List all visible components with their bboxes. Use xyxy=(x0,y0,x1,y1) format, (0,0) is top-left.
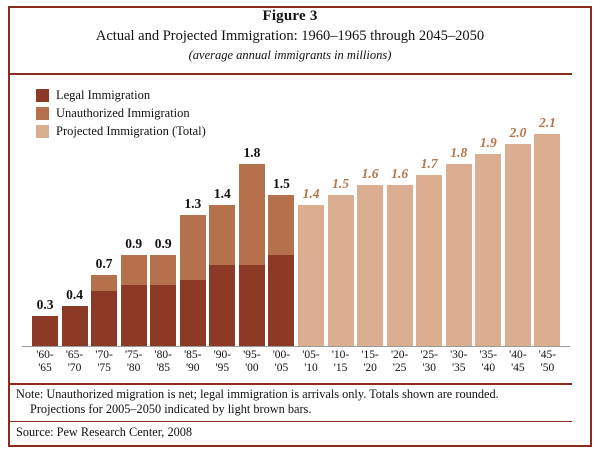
x-tick-label: '85- '90 xyxy=(184,349,202,374)
figure-subtitle: Actual and Projected Immigration: 1960–1965 through 2045–2050 xyxy=(95,28,485,44)
bar-segment-projected xyxy=(298,205,324,346)
legend-item-projected xyxy=(36,124,206,139)
bar-segment-projected xyxy=(328,195,354,346)
x-tick-label: '65- '70 xyxy=(65,349,84,374)
bar-group[interactable] xyxy=(209,185,235,346)
source-divider xyxy=(10,421,572,422)
x-tick-label: '10- '15 xyxy=(331,349,350,374)
bar-segment-unauthorized xyxy=(268,195,294,256)
bar-group[interactable] xyxy=(475,135,501,346)
legend-label-projected: Projected Immigration (Total) xyxy=(56,124,206,138)
figure-note-line1: Note: Unauthorized migration is net; legal immigration is arrivals only. Totals shown are rounded. xyxy=(16,387,499,401)
bar-segment-legal xyxy=(268,255,294,346)
legend-swatch-legal xyxy=(36,89,49,102)
bar-group[interactable] xyxy=(357,165,383,346)
x-tick-label: '75- '80 xyxy=(124,349,143,374)
bar-segment-projected xyxy=(387,185,413,346)
legend-item-unauthorized xyxy=(36,106,206,121)
bar-group[interactable] xyxy=(62,286,88,346)
bar-value-label: 1.5 xyxy=(332,175,349,191)
figure-title: Figure 3 xyxy=(262,8,318,24)
x-tick-label: '45- '50 xyxy=(538,349,557,374)
bar-group[interactable] xyxy=(91,256,117,346)
bar-segment-unauthorized xyxy=(121,255,147,285)
bar-value-label: 1.6 xyxy=(391,165,409,181)
bar-group[interactable] xyxy=(32,296,58,346)
bar-segment-unauthorized xyxy=(239,164,265,265)
bar-group[interactable] xyxy=(239,145,265,346)
bar-segment-projected xyxy=(505,144,531,346)
bar-value-label: 1.7 xyxy=(420,155,438,171)
bar-group[interactable] xyxy=(416,155,442,346)
bar-value-label: 0.4 xyxy=(66,286,83,302)
header-divider xyxy=(10,73,572,75)
bar-segment-legal xyxy=(32,316,58,346)
bar-group[interactable] xyxy=(268,175,294,346)
bar-value-label: 1.8 xyxy=(243,145,261,161)
x-tick-label: '40- '45 xyxy=(509,349,527,374)
bar-group[interactable] xyxy=(150,236,176,346)
x-tick-label: '90- '95 xyxy=(213,349,232,374)
legend-label-legal: Legal Immigration xyxy=(56,88,151,102)
bar-segment-unauthorized xyxy=(150,255,176,285)
bar-group[interactable] xyxy=(534,115,560,346)
x-tick-label: '35- '40 xyxy=(479,349,498,374)
bar-value-label: 1.3 xyxy=(184,195,202,211)
bar-value-label: 1.4 xyxy=(213,185,231,201)
x-tick-label: '30- '35 xyxy=(450,349,468,374)
bar-segment-projected xyxy=(446,164,472,346)
figure-units-note: (average annual immigrants in millions) xyxy=(188,48,392,62)
bar-segment-legal xyxy=(150,285,176,346)
x-axis-tick-labels xyxy=(22,349,570,381)
bar-segment-unauthorized xyxy=(209,205,235,266)
x-tick-label: '05- '10 xyxy=(302,349,320,374)
bar-segment-legal xyxy=(62,306,88,346)
legend-item-legal xyxy=(36,88,206,103)
figure-note xyxy=(16,387,576,417)
bar-value-label: 1.9 xyxy=(479,135,497,151)
x-tick-label: '15- '20 xyxy=(361,349,379,374)
x-tick-label: '20- '25 xyxy=(390,349,409,374)
x-axis-line xyxy=(22,346,570,347)
bar-segment-legal xyxy=(121,285,147,346)
figure-header xyxy=(10,8,570,63)
figure-source: Source: Pew Research Center, 2008 xyxy=(16,425,193,439)
x-tick-label: '25- '30 xyxy=(420,349,438,374)
legend-label-unauthorized: Unauthorized Immigration xyxy=(56,106,190,120)
bar-value-label: 1.8 xyxy=(450,145,468,161)
bar-value-label: 0.9 xyxy=(154,236,172,252)
x-tick-label: '70- '75 xyxy=(95,349,113,374)
x-tick-label: '00- '05 xyxy=(272,349,291,374)
chart-legend xyxy=(36,88,206,142)
bar-group[interactable] xyxy=(387,165,413,346)
bar-segment-legal xyxy=(209,265,235,346)
bar-group[interactable] xyxy=(505,125,531,346)
bar-group[interactable] xyxy=(328,175,354,346)
bar-segment-unauthorized xyxy=(91,275,117,290)
bar-group[interactable] xyxy=(446,145,472,346)
bar-value-label: 0.3 xyxy=(36,296,54,312)
bar-segment-unauthorized xyxy=(180,215,206,281)
bar-group[interactable] xyxy=(298,185,324,346)
bar-value-label: 1.5 xyxy=(273,175,290,191)
legend-swatch-unauthorized xyxy=(36,107,49,120)
bar-value-label: 1.6 xyxy=(361,165,379,181)
footer-divider xyxy=(10,383,572,385)
bar-value-label: 0.7 xyxy=(95,256,113,272)
bar-segment-projected xyxy=(475,154,501,346)
x-tick-label: '80- '85 xyxy=(154,349,172,374)
bar-group[interactable] xyxy=(180,195,206,346)
bar-segment-legal xyxy=(239,265,265,346)
bar-value-label: 2.0 xyxy=(509,125,527,141)
bar-segment-projected xyxy=(534,134,560,346)
x-tick-label: '60- '65 xyxy=(36,349,54,374)
bar-segment-projected xyxy=(357,185,383,346)
bar-value-label: 0.9 xyxy=(125,236,143,252)
bar-group[interactable] xyxy=(121,236,147,346)
bar-segment-legal xyxy=(180,280,206,346)
bar-segment-legal xyxy=(91,291,117,346)
x-tick-label: '95- '00 xyxy=(243,349,261,374)
legend-swatch-projected xyxy=(36,125,49,138)
bar-value-label: 2.1 xyxy=(539,115,556,131)
bar-segment-projected xyxy=(416,175,442,346)
bar-value-label: 1.4 xyxy=(302,185,320,201)
figure-note-line2: Projections for 2005–2050 indicated by light brown bars. xyxy=(30,402,312,416)
